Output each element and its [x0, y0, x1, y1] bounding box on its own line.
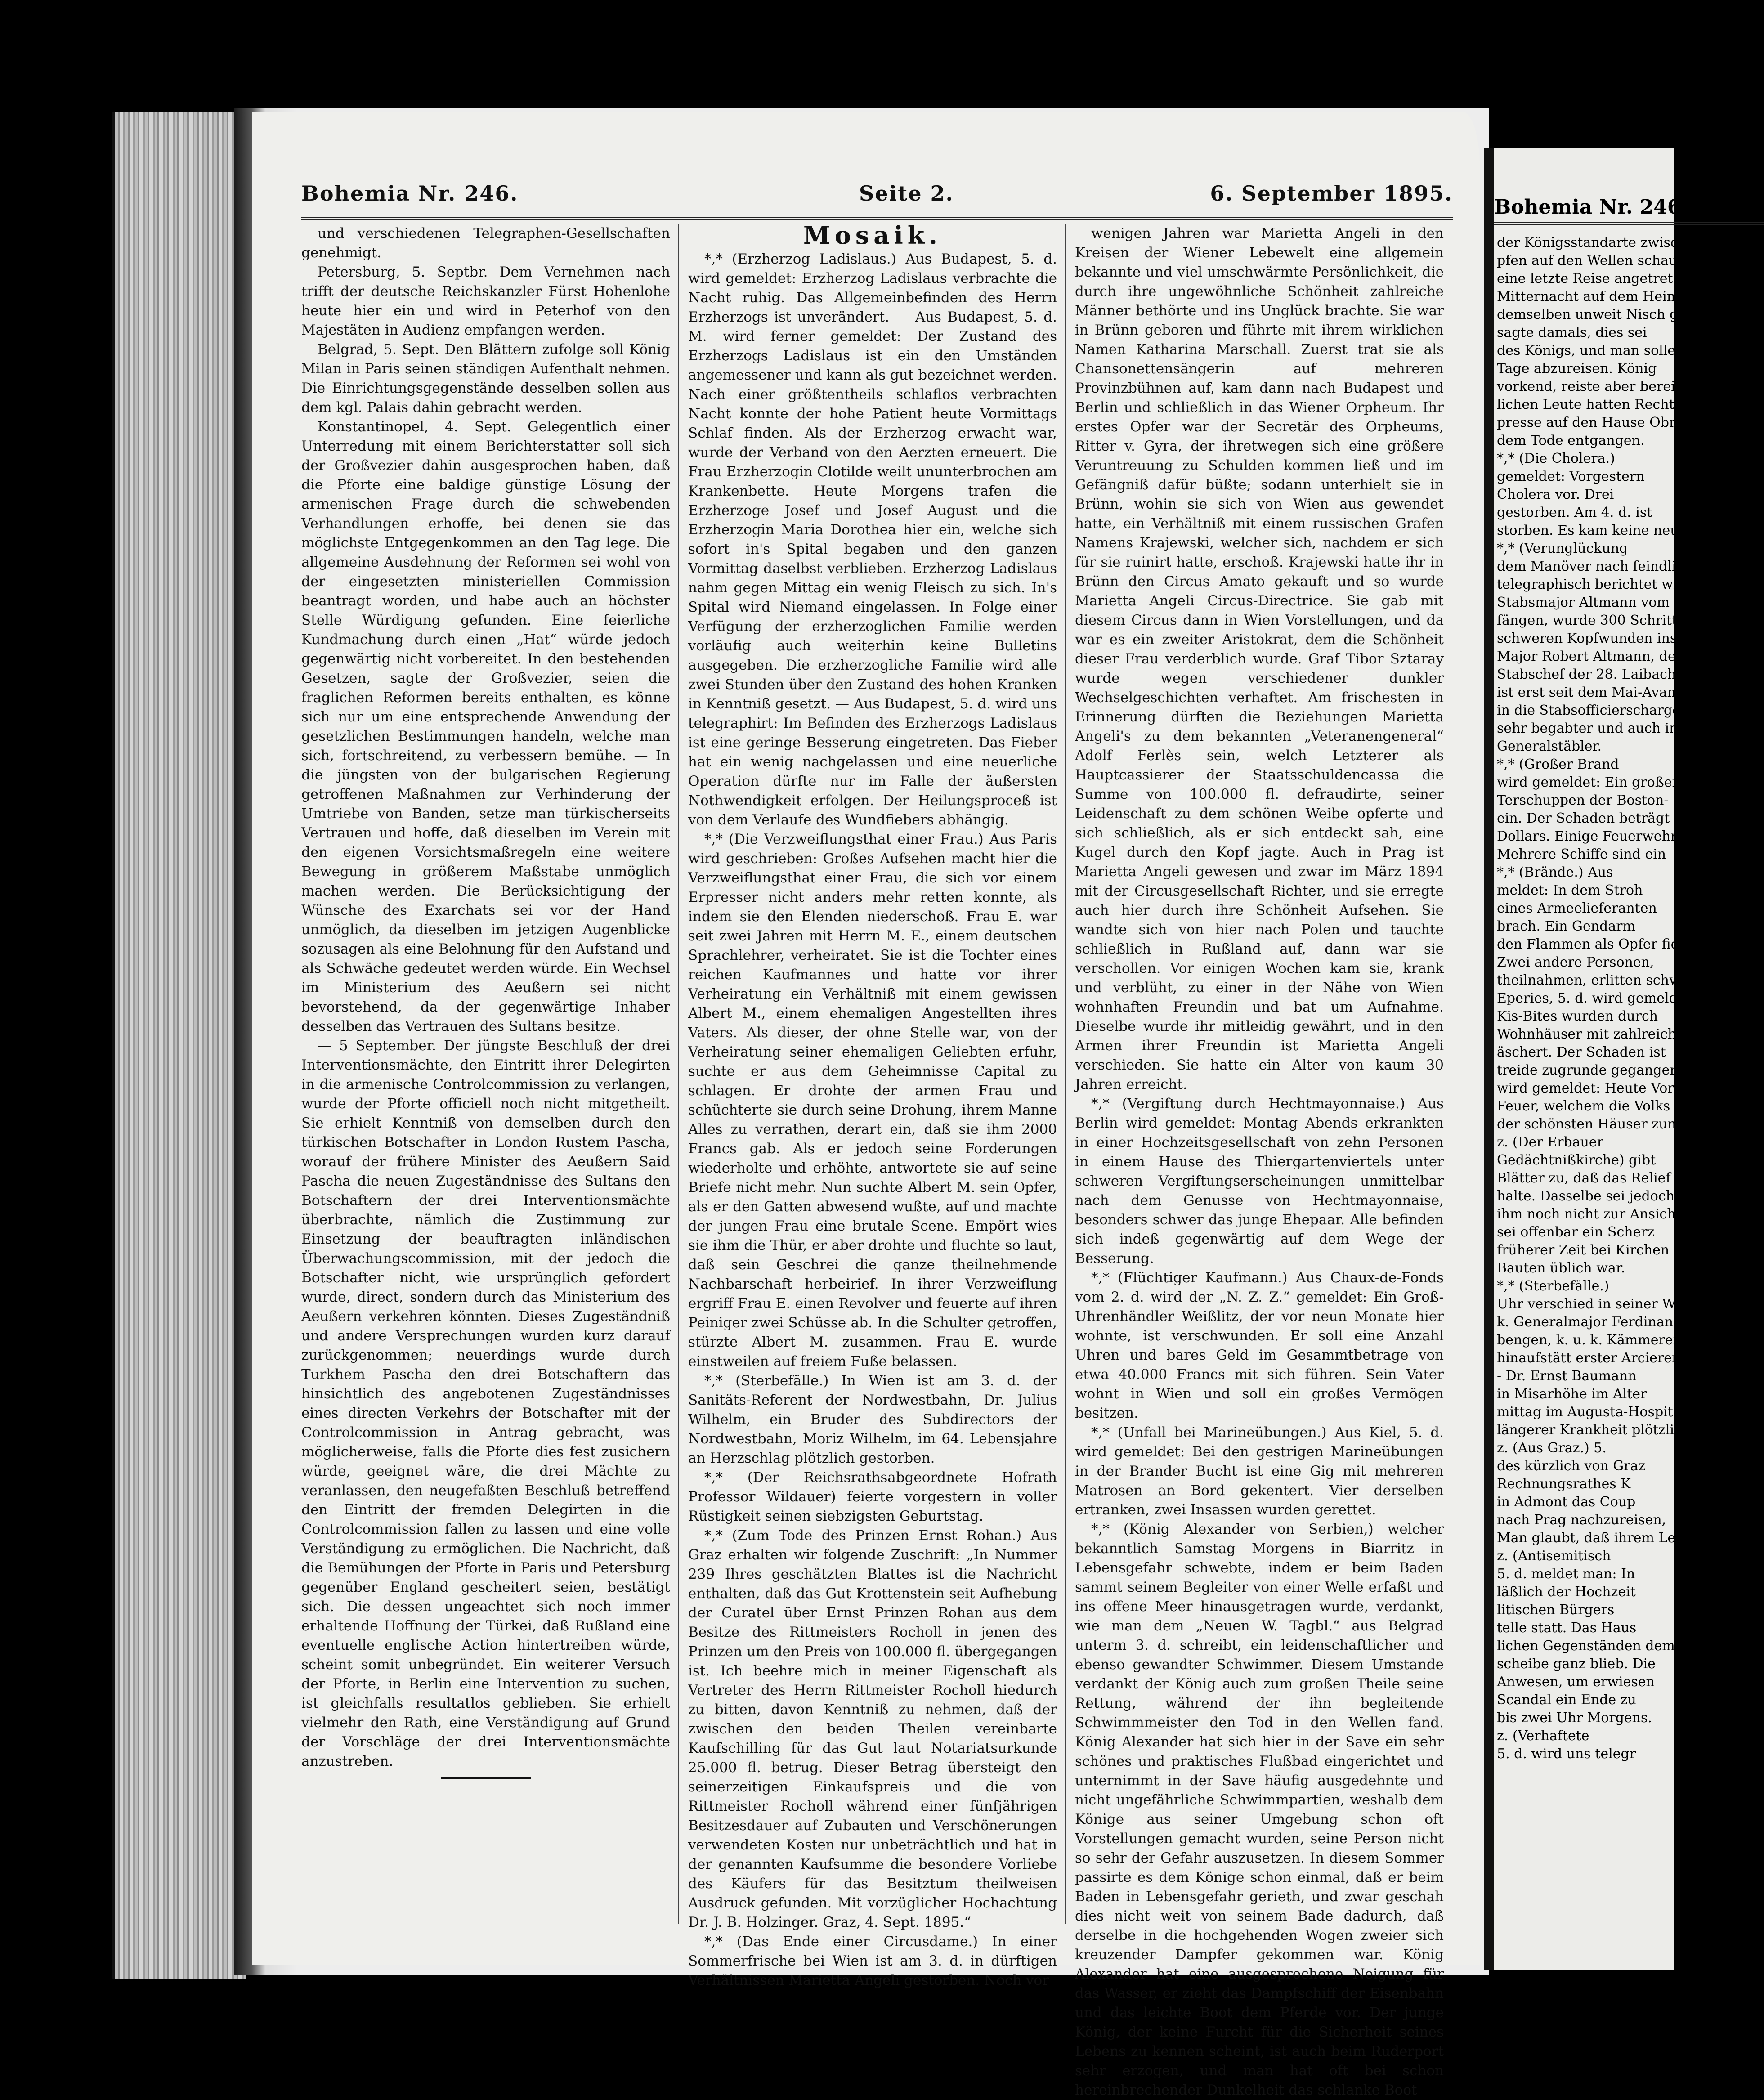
adjacent-page-line: eine letzte Reise angetreten	[1497, 271, 1690, 287]
adjacent-page-line: pfen auf den Wellen schaukelnd	[1497, 253, 1715, 269]
article-paragraph: *,* (Flüchtiger Kaufmann.) Aus Chaux-de-Fonds vom 2. d. wird der „N. Z. Z.“ gemeldet: Ein Groß-Uhrenhändler Weißlitz, der vor neun Monate hier wohnte, ist verschwunden. Er soll eine Anzahl Uhren und bares Geld im Gesammtbetrage von etwa 40.000 Francs mit sich führen. Sein Vater wohnt in Wien und soll ein großes Vermögen besitzen.	[1075, 1270, 1444, 1421]
article-paragraph: *,* (Das Ende einer Circusdame.) In einer Sommerfrische bei Wien ist am 3. d. in dürftigen Verhältnissen Marietta Angeli gestorben. Noch vor	[688, 1934, 1057, 1988]
adjacent-page-line: treide zugrunde gegangen	[1497, 1062, 1679, 1078]
article-paragraph: *,* (Der Reichsrathsabgeordnete Hofrath Professor Wildauer) feierte vorgestern in voller Rüstigkeit seinen siebzigsten Geburtstag.	[688, 1469, 1057, 1524]
adjacent-page-line: Terschuppen der Boston-	[1497, 793, 1669, 808]
section-title: Mosaik.	[803, 221, 942, 250]
adjacent-page-line: des Königs, und man solle	[1497, 343, 1676, 358]
adjacent-page-text	[1497, 234, 1731, 1763]
adjacent-page-line: theilnahmen, erlitten schwere	[1497, 972, 1703, 988]
issue-date: 6. September 1895.	[1210, 181, 1453, 206]
adjacent-page-line: vorkend, reiste aber bereits	[1497, 379, 1688, 394]
adjacent-page-line: mittag im Augusta-Hospital	[1497, 1404, 1686, 1420]
adjacent-page-line: *,* (Die Cholera.)	[1497, 451, 1615, 466]
article-paragraph: *,* (Sterbefälle.) In Wien ist am 3. d. der Sanitäts-Referent der Nordwestbahn, Dr. Julius Wilhelm, ein Bruder des Subdirectors der Nordwestbahn, Moriz Wilhelm, im 64. Lebensjahre an Herzschlag plötzlich gestorben.	[688, 1373, 1057, 1466]
adjacent-page-line: - Dr. Ernst Baumann	[1497, 1368, 1637, 1384]
adjacent-page-line: Zwei andere Personen,	[1497, 954, 1654, 970]
adjacent-page-line: Scandal ein Ende zu	[1497, 1692, 1636, 1708]
adjacent-page-line: Rechnungsrathes K	[1497, 1476, 1631, 1492]
adjacent-page-line: k. Generalmajor Ferdinand	[1497, 1314, 1682, 1330]
masthead-issue: Bohemia Nr. 246.	[301, 181, 519, 206]
adjacent-page-line: der schönsten Häuser zum	[1497, 1116, 1680, 1132]
adjacent-page-line: ist erst seit dem Mai-Avancement	[1497, 685, 1727, 700]
adjacent-page-line: halte. Dasselbe sei jedoch	[1497, 1188, 1674, 1204]
adjacent-page-line: Bauten üblich war.	[1497, 1260, 1625, 1276]
adjacent-page-line: Stabsmajor Altmann vom	[1497, 595, 1670, 610]
book-edge	[112, 112, 246, 1979]
article-paragraph: *,* (Erzherzog Ladislaus.) Aus Budapest, 5. d. wird gemeldet: Erzherzog Ladislaus verbrachte die Nacht ruhig. Das Allgemeinbefinden des Herrn Erzherzogs ist unverändert. — Aus Budapest, 5. d. M. wird ferner gemeldet: Der Zustand des Erzherzogs Ladislaus ist ein den Umständen angemessener und kann als gut bezeichnet werden. Nach einer größtentheils schlaflos verbrachten Nacht konnte der hohe Patient heute Vormittags Schlaf finden. Als der Erzherzog erwacht war, wurde der Verband von den Aerzten erneuert. Die Frau Erzherzogin Clotilde weilt ununterbrochen am Krankenbette. Heute Morgens trafen die Erzherzoge Josef und Josef August und die Erzherzogin Maria Dorothea hier ein, welche sich sofort in's Spital begaben und den ganzen Vormittag daselbst verblieben. Erzherzog Ladislaus nahm gegen Mittag ein wenig Fleisch zu sich. In's Spital wird Niemand eingelassen. In Folge einer Verfügung der erzherzoglichen Familie werden vorläufig auch weiterhin keine Bulletins ausgegeben. Die erzherzogliche Familie wird alle zwei Stunden über den Zustand des hohen Kranken in Kenntniß gesetzt. — Aus Budapest, 5. d. wird uns telegraphirt: Im Befinden des Erzherzogs Ladislaus ist eine geringe Besserung eingetreten. Das Fieber hat ein wenig nachgelassen und eine neuerliche Operation dürfte nur im Falle der äußersten Nothwendigkeit erfolgen. Der Heilungsproceß ist von dem Verlaufe des Wundfiebers abhängig.	[688, 251, 1057, 828]
article-paragraph: — 5 September. Der jüngste Beschluß der drei Interventionsmächte, den Eintritt ihrer Delegirten in die armenische Controlcommission zu verlangen, wurde der Pforte officiell noch nicht mitgetheilt. Sie erhielt Kenntniß von demselben durch den türkischen Botschafter in London Rustem Pascha, worauf der frühere Minister des Aeußern Said Pascha die neuen Zugeständnisse des Sultans den Botschaftern der drei Interventionsmächte überbrachte, nämlich die Zustimmung zur Einsetzung der beauftragten inländischen Überwachungscommission, mit der jedoch die Botschafter nicht, wie ursprünglich gefordert wurde, direct, sondern durch das Ministerium des Aeußern verkehren könnten. Dieses Zugeständniß und andere Versprechungen wurden kurz darauf zurückgenommen; neuerdings wurde durch Turkhem Pascha den drei Botschaftern das hinsichtlich des angebotenen Zugeständnisses eines directen Verkehrs der Botschafter mit der Controlcommission in Antrag gebracht, was möglicherweise, falls die Pforte dies fest zusichern würde, geeignet wäre, die drei Mächte zu veranlassen, den neugefaßten Beschluß betreffend den Eintritt der fremden Delegirten in die Controlcommission fallen zu lassen und eine volle Verständigung zu ermöglichen. Die Nachricht, daß die Bemühungen der Pforte in Paris und Petersburg gegenüber England gescheitert seien, bestätigt sich. Die dessen ungeachtet sich noch immer erhaltende Hoffnung der Türkei, daß Rußland eine eventuelle englische Action hintertreiben würde, scheint somit unbegründet. Ein weiterer Versuch der Pforte, in Berlin eine Intervention zu suchen, ist gleichfalls resultatlos geblieben. Sie erhielt vielmehr den Rath, eine Verständigung auf Grund der Vorschläge der drei Interventionsmächte anzustreben.	[301, 1038, 670, 1769]
adjacent-page-line: *,* (Großer Brand	[1497, 757, 1619, 772]
adjacent-page-line: in Misarhöhe im Alter	[1497, 1386, 1647, 1402]
adjacent-page-line: bis zwei Uhr Morgens.	[1497, 1710, 1652, 1726]
adjacent-page-line: 5. d. meldet man: In	[1497, 1566, 1635, 1582]
adjacent-page-line: Dollars. Einige Feuerwehr	[1497, 828, 1677, 844]
adjacent-page-line: gemeldet: Vorgestern	[1497, 469, 1645, 484]
adjacent-page-line: Feuer, welchem die Volks	[1497, 1098, 1670, 1114]
column-3	[1075, 224, 1444, 2098]
adjacent-page-line: Generalstäbler.	[1497, 739, 1602, 754]
adjacent-page-line: bengen, k. u. k. Kämmerer	[1497, 1332, 1679, 1348]
adjacent-page-line: Uhr verschied in seiner Woh	[1497, 1296, 1692, 1312]
adjacent-page-line: z. (Antisemitisch	[1497, 1548, 1611, 1564]
adjacent-page-line: scheibe ganz blieb. Die	[1497, 1656, 1656, 1672]
adjacent-page-line: Gedächtnißkirche) gibt	[1497, 1152, 1656, 1168]
article-paragraph: Petersburg, 5. Septbr. Dem Vernehmen nach trifft der deutsche Reichskanzler Fürst Hohenlohe heute hier ein und wird in Peterhof von den Majestäten in Audienz empfangen werden.	[301, 264, 670, 338]
column-2	[688, 221, 1057, 1988]
adjacent-page-line: nach Prag nachzureisen,	[1497, 1512, 1666, 1528]
article-paragraph: und verschiedenen Telegraphen-Gesellschaften genehmigt.	[301, 225, 670, 261]
section-end-rule	[441, 1777, 531, 1779]
adjacent-page-line: eines Armeelieferanten	[1497, 900, 1657, 916]
adjacent-page-line: früherer Zeit bei Kirchen	[1497, 1242, 1670, 1258]
column-divider	[678, 224, 679, 1924]
adjacent-page-line: presse auf den Hause Obre	[1497, 415, 1683, 430]
adjacent-page	[1484, 148, 1727, 1970]
adjacent-page-line: Wohnhäuser mit zahlreichen	[1497, 1026, 1693, 1042]
adjacent-page-line: läßlich der Hochzeit	[1497, 1584, 1636, 1600]
article-paragraph: Belgrad, 5. Sept. Den Blättern zufolge soll König Milan in Paris seinen ständigen Aufenthalt nehmen. Die Einrichtungsgegenstände desselben sollen aus dem kgl. Palais dahin gebracht werden.	[301, 341, 670, 416]
page-header	[301, 177, 1453, 220]
article-paragraph: wenigen Jahren war Marietta Angeli in den Kreisen der Wiener Lebewelt eine allgemein bekannte und viel umschwärmte Persönlichkeit, die durch ihre ungewöhnliche Schönheit zahlreiche Männer bethörte und ins Unglück brachte. Sie war in Brünn geboren und führte mit ihrem wirklichen Namen Katharina Marschall. Zuerst trat sie als Chansonettensängerin auf mehreren Provinzbühnen auf, kam dann nach Budapest und Berlin und schließlich in das Wiener Orpheum. Ihr erstes Opfer war der Secretär des Orpheums, Ritter v. Gyra, der ihretwegen sich eine größere Veruntreuung zu Schulden kommen ließ und im Gefängniß dafür büßte; sodann unterhielt sie in Brünn, wohin sie sich von Wien aus gewendet hatte, ein Verhältniß mit einem russischen Grafen Namens Krajewski, welcher sich, nachdem er sich für sie ruinirt hatte, erschoß. Krajewski hatte ihr in Brünn den Circus Amato gekauft und so wurde Marietta Angeli Circus-Directrice. Sie gab mit diesem Circus dann in Wien Vorstellungen, und da war es ein zweiter Aristokrat, dem die Schönheit dieser Frau verderblich wurde. Graf Tibor Sztaray wurde wegen verschiedener dunkler Wechselgeschichten verhaftet. Am frischesten in Erinnerung dürften die Beziehungen Marietta Angeli's zu dem bekannten „Veteranengeneral“ Adolf Ferlès sein, welch Letzterer als Hauptcassierer der Staatsschuldencassa die Summe von 100.000 fl. defraudirte, seiner Leidenschaft zu dem schönen Weibe opferte und sich schließlich, als er sich entdeckt sah, eine Kugel durch den Kopf jagte. Auch in Prag ist Marietta Angeli gewesen und zwar im März 1894 mit der Circusgesellschaft Richter, und sie erregte auch hier durch ihre Schönheit Aufsehen. Sie wandte sich von hier nach Polen und tauchte schließlich in Rußland auf, dann war sie verschollen. Vor einigen Wochen kam sie, krank und verblüht, zu einer in der Nähe von Wien wohnhaften Freundin und bat um Aufnahme. Dieselbe wurde ihr mitleidig gewährt, und in den Armen ihrer Freundin ist Marietta Angeli verschieden. Sie hatte ein Alter von kaum 30 Jahren erreicht.	[1075, 225, 1444, 1093]
adjacent-page-line: storben. Es kam keine neue	[1497, 523, 1687, 538]
column-divider	[1065, 224, 1066, 1924]
adjacent-page-line: Kis-Bites wurden durch	[1497, 1008, 1658, 1024]
adjacent-page-line: äschert. Der Schaden ist	[1497, 1044, 1666, 1060]
adjacent-page-line: den Flammen als Opfer fiel	[1497, 936, 1683, 952]
adjacent-page-line: dem Manöver nach feindlicher	[1497, 559, 1707, 574]
adjacent-page-line: ein. Der Schaden beträgt	[1497, 810, 1670, 826]
article-paragraph: *,* (Unfall bei Marineübungen.) Aus Kiel, 5. d. wird gemeldet: Bei den gestrigen Marineübungen in der Brander Bucht ist eine Gig mit mehreren Matrosen an Bord gekentert. Vier derselben ertranken, zwei Insassen wurden gerettet.	[1075, 1424, 1444, 1518]
adjacent-page-line: Mehrere Schiffe sind ein	[1497, 846, 1666, 862]
adjacent-page-line: längerer Krankheit plötzlich	[1497, 1422, 1691, 1438]
adjacent-page-line: gestorben. Am 4. d. ist	[1497, 505, 1652, 520]
adjacent-page-line: brach. Ein Gendarm	[1497, 918, 1635, 934]
adjacent-page-line: ihm noch nicht zur Ansicht	[1497, 1206, 1681, 1222]
article-paragraph: *,* (König Alexander von Serbien,) welcher bekanntlich Samstag Morgens in Biarritz in Lebensgefahr schwebte, indem er beim Baden sammt seinem Begleiter von einer Welle erfaßt und ins offene Meer hinausgetragen wurde, verdankt, wie man dem „Neuen W. Tagbl.“ aus Belgrad unterm 3. d. schreibt, ein leidenschaftlicher und ebenso gewandter Schwimmer. Diesem Umstande verdankt der König auch zum großen Theile seine Rettung, während der ihn begleitende Schwimmmeister den Tod in den Wellen fand. König Alexander hat sich hier in der Save ein sehr schönes und praktisches Flußbad eingerichtet und unternimmt in der Save häufig ausgedehnte und nicht ungefährliche Schwimmpartien, weshalb dem Könige aus seiner Umgebung schon oft Vorstellungen gemacht wurden, seine Person nicht so sehr der Gefahr auszusetzen. In diesem Sommer passirte es dem Könige schon einmal, daß er beim Baden in Lebensgefahr gerieth, und zwar geschah dies nicht weit von seinem Bade dadurch, daß derselbe in die hochgehenden Wogen zweier sich kreuzender Dampfer gekommen war. König Alexander hat eine ausgesprochene Neigung für das Wasser, er zieht das Dampfschiff der Eisenbahn und das leichte Boot dem Pferde vor. Der junge König, der keine Furcht für die Sicherheit seines Lebens zu kennen scheint, ist auch beim Ruderport sehr erzogen, und man hat oft bei schon hereinbrechender Dunkelheit das schlanke Boot	[1075, 1521, 1444, 2098]
article-paragraph: Konstantinopel, 4. Sept. Gelegentlich einer Unterredung mit einem Berichterstatter soll sich der Großvezier dahin ausgesprochen haben, daß die Pforte eine baldige günstige Lösung der armenischen Frage durch die schwebenden Verhandlungen erhoffe, bei denen sie das möglichste Entgegenkommen an den Tag lege. Die allgemeine Ausdehnung der Reformen sei wohl von der eingesetzten ministeriellen Commission beantragt worden, und habe auch an höchster Stelle Würdigung gefunden. Eine feierliche Kundmachung durch einen „Hat“ würde jedoch gegenwärtig nicht vorbereitet. In den bestehenden Gesetzen, sagte der Großvezier, seien die fraglichen Reformen bereits enthalten, es könne sich nur um eine entsprechende Anwendung der gesetzlichen Bestimmungen handeln, welche man sich, fortschreitend, zu verbessern bemühe. — In die jüngsten von der bulgarischen Regierung getroffenen Maßnahmen zur Verhinderung der Umtriebe von Banden, setze man türkischerseits Vertrauen und hoffe, daß dieselben im Verein mit den eigenen Vorsichtsmaßregeln eine weitere Bewegung in größerem Maßstabe unmöglich machen werden. Die Berücksichtigung der Wünsche des Exarchats sei vor der Hand unmöglich, da dieselben im jetzigen Augenblicke sozusagen als eine Belohnung für den Aufstand und als Schwäche gedeutet werden würde. Ein Wechsel im Ministerium des Aeußern sei nicht bevorstehend, da der gegenwärtige Inhaber desselben das Vertrauen des Sultans besitze.	[301, 419, 670, 1034]
adjacent-page-line: Eperies, 5. d. wird gemeldet	[1497, 990, 1691, 1006]
adjacent-page-line: sagte damals, dies sei	[1497, 325, 1647, 340]
adjacent-page-line: Blätter zu, daß das Relief	[1497, 1170, 1671, 1186]
adjacent-page-line: lichen Leute hatten Recht	[1497, 397, 1674, 412]
page-number: Seite 2.	[859, 181, 954, 206]
article-paragraph: *,* (Vergiftung durch Hechtmayonnaise.) Aus Berlin wird gemeldet: Montag Abends erkrankten in einer Hochzeitsgesellschaft von zehn Personen in einem Hause des Thiergartenviertels unter schweren Vergiftungserscheinungen unmittelbar nach dem Genusse von Hechtmayonnaise, besonders schwer das junge Ehepaar. Alle befinden sich indeß gegenwärtig auf dem Wege der Besserung.	[1075, 1096, 1444, 1267]
adjacent-page-line: Tage abzureisen. König	[1497, 361, 1657, 376]
adjacent-page-line: Stabschef der 28. Laibacher	[1497, 667, 1691, 682]
adjacent-page-header: Bohemia Nr. 246.	[1494, 196, 1764, 225]
adjacent-page-line: der Königsstandarte zwischen	[1497, 235, 1704, 251]
adjacent-page-line: hinaufstätt erster Arcieren	[1497, 1350, 1681, 1366]
article-paragraph: *,* (Die Verzweiflungsthat einer Frau.) Aus Paris wird geschrieben: Großes Aufsehen macht hier die Verzweiflungsthat einer Frau, die sich vor einem Erpresser nicht anders mehr retten konnte, als indem sie den Elenden niederschoß. Frau E. war seit zwei Jahren mit Herrn M. E., einem deutschen Sprachlehrer, verheiratet. Sie ist die Tochter eines reichen Kaufmannes und hatte vor ihrer Verheiratung ein Verhältniß mit einem gewissen Albert M., einem ehemaligen Angestellten ihres Vaters. Als dieser, der ohne Stelle war, von der Verheiratung seiner ehemaligen Geliebten erfuhr, suchte er aus dem Geheimnisse Capital zu schlagen. Er drohte der armen Frau und schüchterte sie durch seine Drohung, ihrem Manne Alles zu verrathen, derart ein, daß sie ihm 2000 Francs gab. Als er jedoch seine Forderungen wiederholte und erhöhte, antwortete sie auf seine Briefe nicht mehr. Nun suchte Albert M. sein Opfer, als er den Gatten abwesend wußte, auf und machte der jungen Frau eine brutale Scene. Empört wies sie ihm die Thür, er aber drohte und fluchte so laut, daß sein Geschrei die ganze theilnehmende Nachbarschaft herbeirief. In ihrer Verzweiflung ergriff Frau E. einen Revolver und feuerte auf ihren Peiniger zwei Schüsse ab. In die Schulter getroffen, stürzte Albert M. zusammen. Frau E. wurde einstweilen auf freiem Fuße belassen.	[688, 831, 1057, 1370]
adjacent-page-line: des kürzlich von Graz	[1497, 1458, 1646, 1474]
adjacent-page-line: Major Robert Altmann, der	[1497, 649, 1683, 664]
adjacent-page-line: *,* (Brände.) Aus	[1497, 864, 1613, 880]
column-1	[301, 224, 670, 1924]
adjacent-page-line: fängen, wurde 300 Schritte	[1497, 613, 1685, 628]
adjacent-page-line: sei offenbar ein Scherz	[1497, 1224, 1655, 1240]
adjacent-page-line: Man glaubt, daß ihrem Leben	[1497, 1530, 1701, 1546]
article-paragraph: *,* (Zum Tode des Prinzen Ernst Rohan.) Aus Graz erhalten wir folgende Zuschrift: „In Nummer 239 Ihres geschätzten Blattes ist die Nachricht enthalten, daß das Gut Krottenstein seit Aufhebung der Curatel über Ernst Prinzen Rohan aus dem Besitze des Rittmeisters Rocholl in jenen des Prinzen um den Preis von 100.000 fl. übergegangen ist. Ich beehre mich in meiner Eigenschaft als Vertreter des Herrn Rittmeister Rocholl hiedurch zu bitten, davon Kenntniß zu nehmen, daß der zwischen den beiden Theilen vereinbarte Kaufschilling für das Gut laut Notariatsurkunde 25.000 fl. betrug. Dieser Betrag übersteigt den seinerzeitigen Einkaufspreis und die von Rittmeister Rocholl während einer fünfjährigen Besitzesdauer auf Zubauten und Verschönerungen verwendeten Kosten nur unbeträchtlich und hat in der genannten Kaufsumme die besondere Vorliebe des Käufers für das Besitztum theilweisen Ausdruck gefunden. Mit vorzüglicher Hochachtung Dr. J. B. Holzinger. Graz, 4. Sept. 1895.“	[688, 1527, 1057, 1930]
adjacent-page-line: z. (Aus Graz.) 5.	[1497, 1440, 1607, 1456]
adjacent-page-line: meldet: In dem Stroh	[1497, 882, 1643, 898]
adjacent-page-line: Cholera vor. Drei	[1497, 487, 1614, 502]
adjacent-page-line: demselben unweit Nisch ge	[1497, 307, 1687, 322]
newspaper-page	[252, 112, 1480, 2098]
adjacent-page-line: dem Tode entgangen.	[1497, 433, 1645, 448]
adjacent-page-line: z. (Verhaftete	[1497, 1728, 1589, 1744]
adjacent-page-line: in die Stabsofficierscharge	[1497, 703, 1680, 718]
adjacent-page-line: Anwesen, um erwiesen	[1497, 1674, 1655, 1690]
adjacent-page-line: sehr begabter und auch im	[1497, 721, 1682, 736]
adjacent-page-line: schweren Kopfwunden ins	[1497, 631, 1677, 646]
adjacent-page-line: *,* (Verunglückung	[1497, 541, 1628, 556]
adjacent-page-line: lichen Gegenständen demoliert	[1497, 1638, 1712, 1654]
adjacent-page-line: z. (Der Erbauer	[1497, 1134, 1604, 1150]
adjacent-page-line: Mitternacht auf dem Heim	[1497, 289, 1680, 304]
adjacent-page-line: *,* (Sterbefälle.)	[1497, 1278, 1609, 1294]
adjacent-page-line: 5. d. wird uns telegr	[1497, 1746, 1636, 1762]
adjacent-page-line: telle statt. Das Haus	[1497, 1620, 1637, 1636]
adjacent-page-line: in Admont das Coup	[1497, 1494, 1636, 1510]
adjacent-page-line: wird gemeldet: Ein großer	[1497, 775, 1679, 790]
adjacent-page-line: wird gemeldet: Heute Vor	[1497, 1080, 1674, 1096]
adjacent-page-line: telegraphisch berichtet wird,	[1497, 577, 1697, 592]
adjacent-page-line: litischen Bürgers	[1497, 1602, 1615, 1618]
